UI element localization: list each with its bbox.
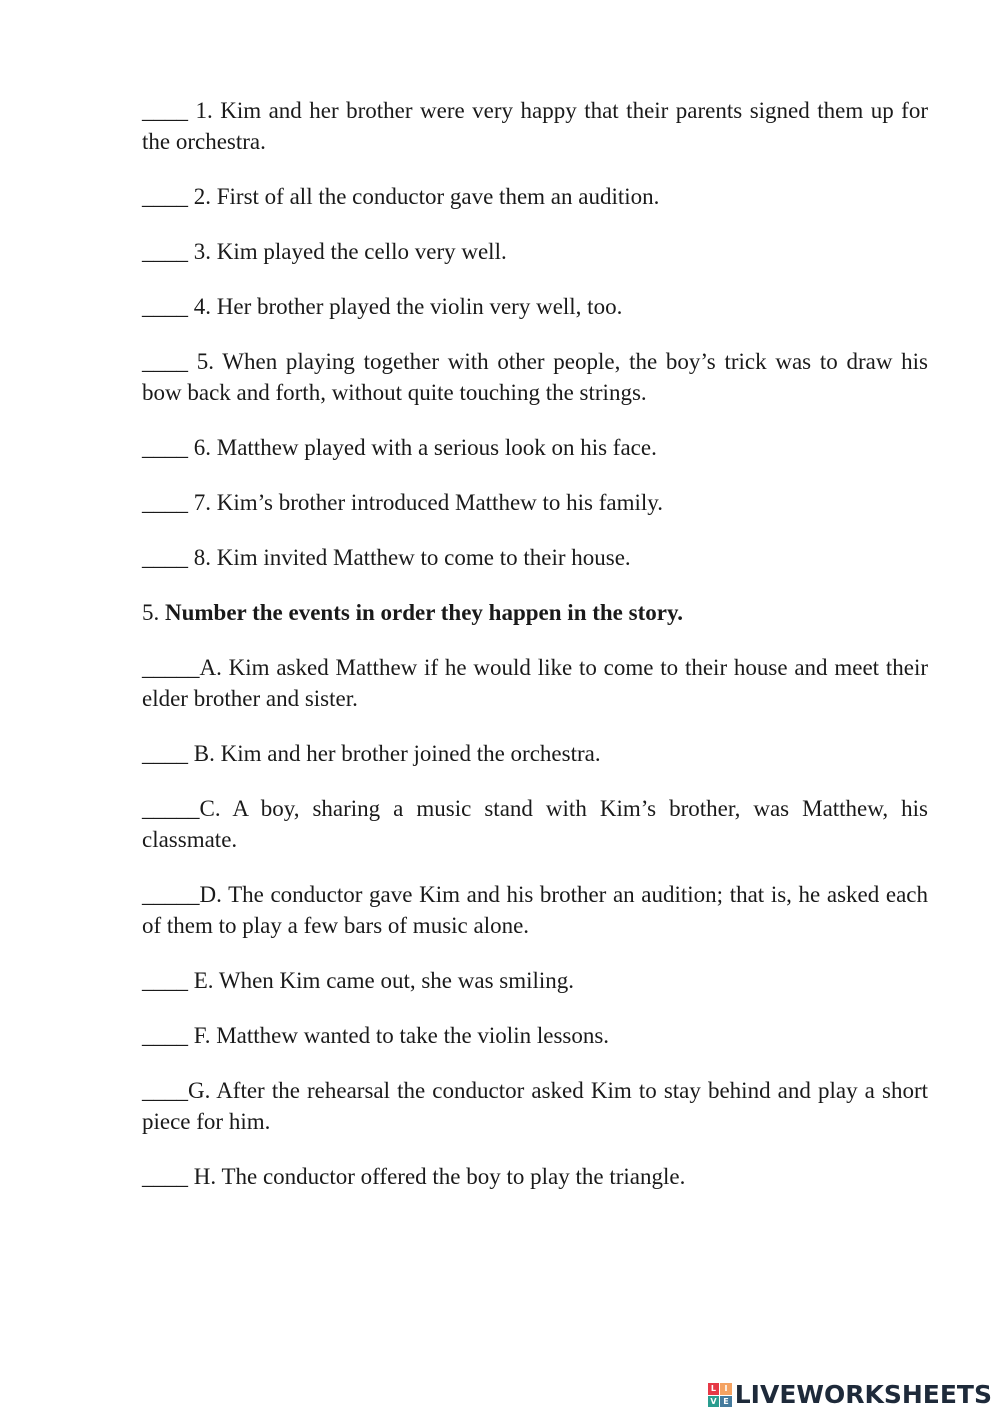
section-number: 5.	[142, 600, 165, 625]
statement-3	[142, 236, 928, 267]
statement-text: 7. Kim’s brother introduced Matthew to his family.	[188, 490, 664, 515]
event-text: B. Kim and her brother joined the orchestra.	[188, 741, 601, 766]
logo-icon	[708, 1383, 732, 1407]
statement-text: 2. First of all the conductor gave them an audition.	[188, 184, 660, 209]
logo-tile: L	[708, 1383, 720, 1395]
order-blank[interactable]: _____	[142, 796, 200, 821]
event-g	[142, 1075, 928, 1137]
event-text: F. Matthew wanted to take the violin lessons.	[188, 1023, 610, 1048]
logo-text: LIVEWORKSHEETS	[734, 1380, 992, 1409]
event-text: H. The conductor offered the boy to play the triangle.	[188, 1164, 686, 1189]
statement-7	[142, 487, 928, 518]
answer-blank[interactable]: ____	[142, 98, 188, 123]
event-d	[142, 879, 928, 941]
answer-blank[interactable]: ____	[142, 349, 188, 374]
statement-4	[142, 291, 928, 322]
order-blank[interactable]: ____	[142, 968, 188, 993]
order-blank[interactable]: ____	[142, 741, 188, 766]
answer-blank[interactable]: ____	[142, 184, 188, 209]
logo-tile: V	[708, 1396, 720, 1408]
statement-1	[142, 95, 928, 157]
event-text: E. When Kim came out, she was smiling.	[188, 968, 575, 993]
event-text: D. The conductor gave Kim and his brother an audition; that is, he asked each of them to play a few bars of music alone.	[142, 882, 928, 938]
logo-tile: E	[720, 1396, 732, 1408]
event-f	[142, 1020, 928, 1051]
statement-text: 6. Matthew played with a serious look on his face.	[188, 435, 657, 460]
statement-text: 3. Kim played the cello very well.	[188, 239, 507, 264]
order-blank[interactable]: _____	[142, 655, 200, 680]
order-blank[interactable]: ____	[142, 1078, 188, 1103]
statement-5	[142, 346, 928, 408]
event-text: G. After the rehearsal the conductor asked Kim to stay behind and play a short piece for him.	[142, 1078, 928, 1134]
answer-blank[interactable]: ____	[142, 294, 188, 319]
statement-text: 5. When playing together with other people, the boy’s trick was to draw his bow back and forth, without quite touching the strings.	[142, 349, 928, 405]
event-e	[142, 965, 928, 996]
statement-text: 1. Kim and her brother were very happy that their parents signed them up for the orchestra.	[142, 98, 928, 154]
event-c	[142, 793, 928, 855]
answer-blank[interactable]: ____	[142, 435, 188, 460]
logo-tile: I	[720, 1383, 732, 1395]
section-title: Number the events in order they happen in the story.	[165, 600, 683, 625]
event-text: A. Kim asked Matthew if he would like to come to their house and meet their elder brother and sister.	[142, 655, 928, 711]
event-b	[142, 738, 928, 769]
answer-blank[interactable]: ____	[142, 545, 188, 570]
order-blank[interactable]: _____	[142, 882, 200, 907]
event-a	[142, 652, 928, 714]
event-text: C. A boy, sharing a music stand with Kim’s brother, was Matthew, his classmate.	[142, 796, 928, 852]
statement-8	[142, 542, 928, 573]
section-heading	[142, 597, 928, 628]
worksheet-page	[142, 95, 928, 1216]
answer-blank[interactable]: ____	[142, 239, 188, 264]
answer-blank[interactable]: ____	[142, 490, 188, 515]
statement-text: 4. Her brother played the violin very well, too.	[188, 294, 623, 319]
order-blank[interactable]: ____	[142, 1023, 188, 1048]
statement-text: 8. Kim invited Matthew to come to their house.	[188, 545, 631, 570]
order-blank[interactable]: ____	[142, 1164, 188, 1189]
statement-6	[142, 432, 928, 463]
event-h	[142, 1161, 928, 1192]
statement-2	[142, 181, 928, 212]
liveworksheets-logo	[708, 1382, 992, 1408]
